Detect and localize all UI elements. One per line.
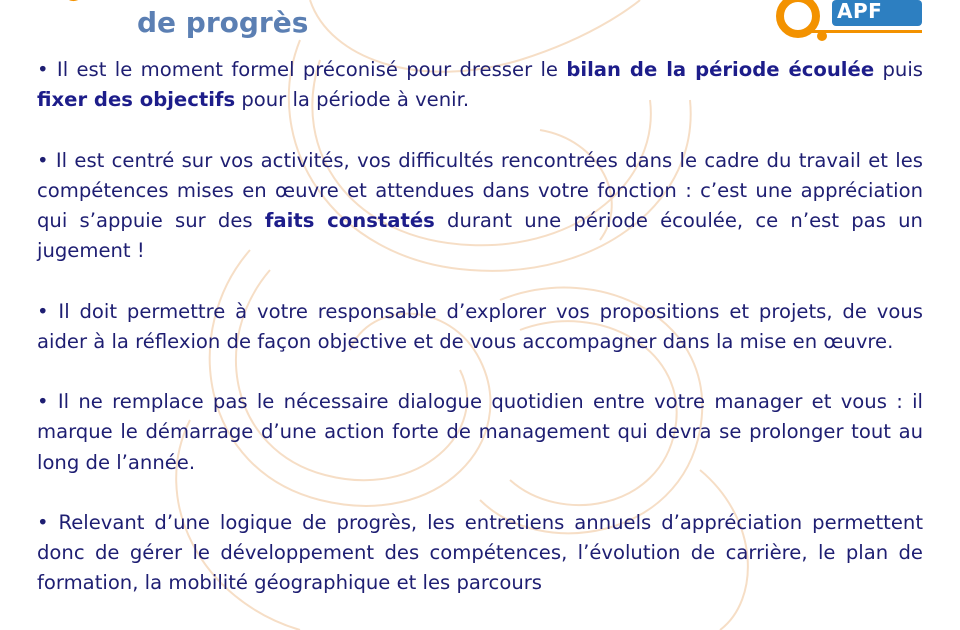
paragraph-text: • Il ne remplace pas le nécessaire dialogue quotidien entre votre manager et vous : il marque le démarrage d’une action forte de management qui devra se prolonger tout au long de l’année. (37, 390, 923, 474)
bullet-paragraph (37, 55, 923, 115)
paragraph-text: durant une période écoulée, ce n’est pas un jugement ! (37, 209, 923, 263)
paragraph-text: • Il est le moment formel préconisé pour dresser le (37, 58, 567, 81)
paragraph-text: • Il doit permettre à votre responsable d’explorer vos propositions et projets, de vous aider à la réflexion de façon objective et de vous accompagner dans la mise en œuvre. (37, 299, 923, 353)
paragraph-text: pour la période à venir. (235, 88, 470, 112)
main-text-content (37, 55, 923, 599)
paragraph-text: • Relevant d’une logique de progrès, les entretiens annuels d’appréciation permettent donc de gérer le développement des compétences, l’évolution de carrière, le plan de formation, la mobilité géographique et les parcours (37, 510, 923, 595)
apf-logo-text: APF (837, 0, 883, 23)
bullet-paragraph (37, 146, 923, 267)
bullet-paragraph (37, 508, 923, 599)
highlighted-text: faits constatés (264, 209, 435, 232)
highlighted-text: bilan de la période écoulée (566, 58, 875, 81)
bullet-paragraph (37, 297, 923, 357)
bullet-paragraph (37, 387, 923, 478)
paragraph-text: • Il est centré sur vos activités, vos difficultés rencontrées dans le cadre du travail et les compétences mises en œuvre et attendues dans votre fonction : c’est une appréciation qui s’appuie sur des (37, 148, 923, 232)
highlighted-text: fixer des objectifs (37, 88, 236, 112)
title-ornament-icon (58, 0, 98, 16)
paragraph-text: puis (874, 58, 923, 81)
page-title-line2: de progrès (137, 6, 309, 39)
